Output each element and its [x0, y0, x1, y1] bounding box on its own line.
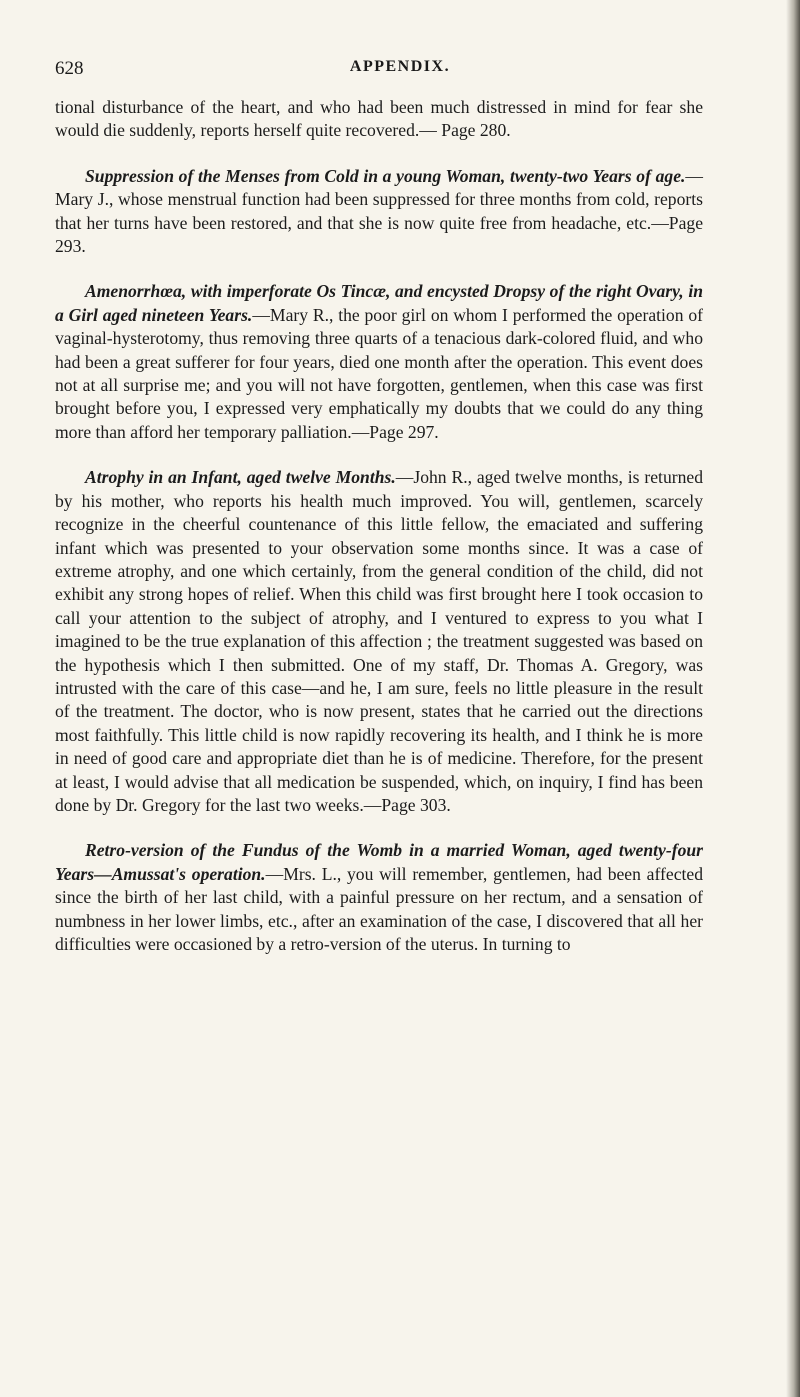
paragraph-retroversion-case [55, 839, 703, 956]
paragraph-text: —John R., aged twelve months, is returned by his mother, who reports his health much improved. You will, gentlemen, scarcely recognize in the cheerful countenance of this little fellow, the emaciated and suffering infant which was presented to your observation some months since. It was a case of extreme atrophy, and one which certainly, from the general condition of the child, did not exhibit any strong hopes of relief. When this child was first brought here I took occasion to call your attention to the subject of atrophy, and I ventured to express to you what I imagined to be the true explanation of this affection ; the treatment suggested was based on the hypothesis which I then submitted. One of my staff, Dr. Thomas A. Gregory, was intrusted with the care of this case—and he, I am sure, feels no little pleasure in the result of the treatment. The doctor, who is now present, states that he carried out the directions most faithfully. This little child is now rapidly recovering its health, and I think he is more in need of good care and appropriate diet than he is of medicine. Therefore, for the present at least, I would advise that all medication be suspended, which, on inquiry, I find has been done by Dr. Gregory for the last two weeks.—Page 303. [55, 467, 703, 815]
case-title: Amenorrhœa, with imperforate Os Tincæ, and encysted Dropsy of the right Ovary, in a Girl aged nineteen Years. [55, 281, 703, 325]
case-title: Retro-version of the Fundus of the Womb in a married Woman, aged twenty-four Years—Amussat's operation. [55, 840, 703, 884]
paragraph-suppression-case [55, 165, 703, 259]
paragraph-text: —Mary J., whose menstrual function had been suppressed for three months from cold, reports that her turns have been restored, and that she is now quite free from headache, etc.—Page 293. [55, 165, 703, 257]
page-number: 628 [55, 58, 84, 79]
body-text [55, 96, 703, 978]
paragraph-continuation [55, 96, 703, 143]
running-head [55, 58, 745, 82]
case-title: Atrophy in an Infant, aged twelve Months. [85, 467, 396, 488]
paragraph-atrophy-case [55, 466, 703, 817]
paragraph-text: —Mrs. L., you will remember, gentlemen, had been affected since the birth of her last child, with a painful pressure on her rectum, and a sensation of numbness in her lower limbs, etc., after an examination of the case, I discovered that all her difficulties were occasioned by a retro-version of the uterus. In turning to [55, 863, 704, 954]
paragraph-text: —Mary R., the poor girl on whom I performed the operation of vaginal-hysterotomy, thus removing three quarts of a tenacious dark-colored fluid, and who had been a great sufferer for four years, died one month after the operation. This event does not at all surprise me; and you will not have forgotten, gentlemen, when this case was first brought before you, I expressed very emphatically my doubts that we could do any thing more than afford her temporary palliation.—Page 297. [55, 304, 704, 442]
page-edge-shadow [786, 0, 800, 1397]
running-title: APPENDIX. [349, 58, 451, 75]
paragraph-amenorrhoea-case [55, 280, 703, 444]
paragraph-text: tional disturbance of the heart, and who had been much distressed in mind for fear she would die suddenly, reports herself quite recovered.— Page 280. [55, 97, 703, 141]
case-title: Suppression of the Menses from Cold in a young Woman, twenty-two Years of age. [85, 165, 686, 186]
